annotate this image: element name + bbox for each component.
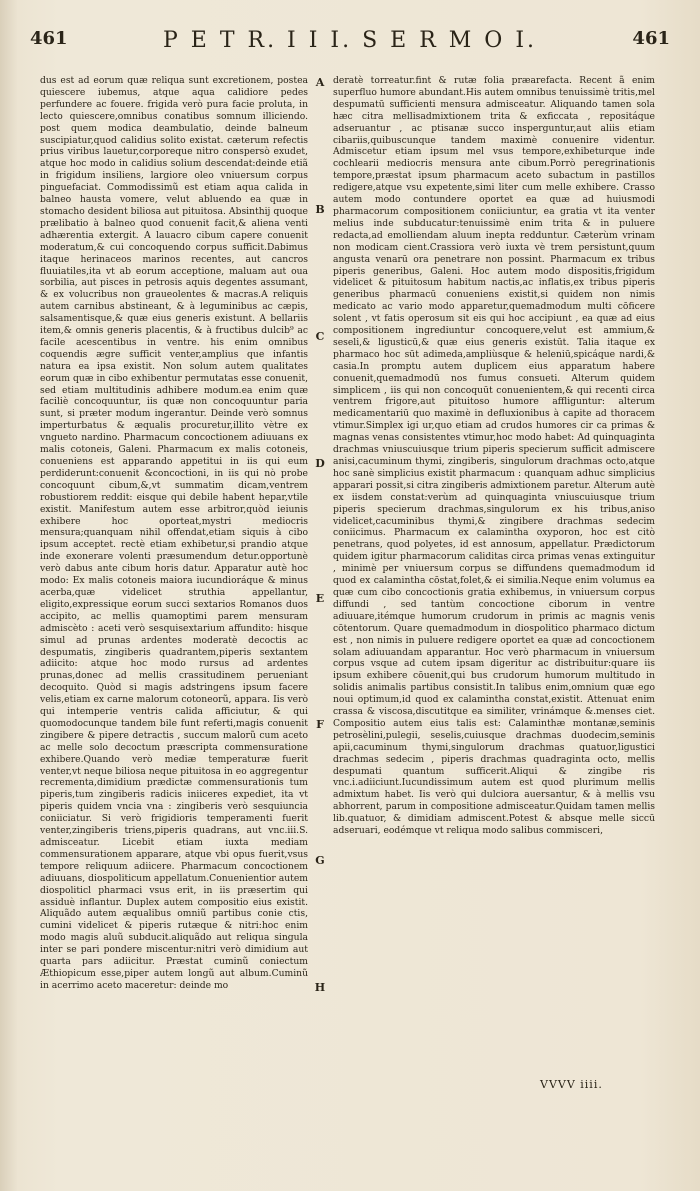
margin-letter-f: F	[316, 718, 324, 731]
margin-letter-h: H	[314, 981, 326, 994]
margin-letter-a: A	[315, 76, 325, 89]
margin-letter-e: E	[315, 592, 325, 605]
margin-letter-d: D	[315, 457, 325, 470]
page-number-left: 461	[30, 28, 68, 49]
page-number-right: 461	[632, 28, 670, 49]
left-column-text: dus est ad eorum quæ reliqua sunt excretionem, postea quiescere iubemus, atque aqua calidiore pedes perfundere ac fouere. frigida verò pura facie proluta, in lecto quiescere,omnibus conatibus somnum illiciendo. post quem modica deambulatio, deinde balneum suscipiatur,quod calidius solito existat. cæterum refectis prius viribus lauetur,corporeque nitro conspersò exudet, atque hoc modo in calidius solium descendat:deinde etiã in frigidum insiliens, largiore oleo vniuersum corpus pinguefaciat. Commodissimũ est etiam aqua calida in balneo hausta vomere, velut abluendo ea quæ in stomacho desident biliosa aut pituitosa. Absinthij quoque prælibatio à balneo quod conuenit facit,& aliena venti adhærentia extergit. A lauacro cibum capere conuenit moderatum,& cui concoquendo corpus sufficit.Dabimus itaque herinaceos marinos recentes, aut cancros fluuiatiles,ita vt ab eorum acceptione, maluam aut oua sorbilia, aut pisces in petrosis aquis degentes assumant, & ex volucribus non graueolentes & macras.A reliquis autem carnibus abstineant, & à leguminibus ac cæpis, salsamentisque,& quæ eius generis existunt. A bellariis item,& omnis generis placentis, & à fructibus dulcib⁹ ac facile acescentibus in ventre. his enim omnibus coquendis ægre sufficit venter,amplius que infantis natura ea ipsa existit. Non solum autem qualitates eorum quæ in cibo exhibentur permutatas esse conuenit, sed etiam multitudinis adhibere modum.ea enim quæ faciliè concoquuntur, iis quæ non concoquuntur paria sunt, si præter modum ingerantur. Deinde verò somnus imperturbatus & æqualis procuretur,illito vètre ex vngueto nardino. Pharmacum concoctionem adiuuans ex malis cotoneis, Galeni. Pharmacum ex malis cotoneis, conueniens est apparando appetitui in iis qui eum perdiderunt:conuenit &concoctioni, in iis qui nò probe concoquunt cibum,&,vt summatim dicam,ventrem robustiorem reddit: eisque qui debile habent hepar,vtile existit. Manifestum autem esse arbitror,quòd ieiunis exhibere hoc oporteat,mystri mediocris mensura;quanquam nihil offendat,etiam siquis à cibo ipsum acceptet. rectè etiam exhibetur,si prandio atque inde exonerare volenti præsumendum detur.opportunè verò dabus ante cibum horis datur. Apparatur autè hoc modo: Ex malis cotoneis maiora iucundioráque & minus acerba,quæ videlicet struthia appellantur, eligito,expressique eorum succi sextarios Romanos duos accipito, ac mellis quamoptimi parem mensuram admiscèto : aceti verò sesquisextarium affundito: hisque simul ad prunas ardentes moderatè decoctis ac despumatis, zingiberis quadrantem,piperis sextantem adiicito: atque hoc modo rursus ad ardentes prunas,donec ad mellis crassitudinem perueniant decoquito. Quòd si magis adstringens ipsum facere velis,etiam ex carne malorum cotoneorũ, appara. Iis verò qui intemperie ventris calida afficiutur, & qui quomodocunque tandem bile funt referti,magis conuenit zingibere & pipere detractis , succum malorũ cum aceto ac melle solo decoctum præscripta commensuratione exhibere.Quando verò mediæ temperaturæ fuerit venter,vt neque biliosa neque pituitosa in eo aggregentur recrementa,dimidium prædictæ commensurationis tum piperis,tum zingiberis radicis iniiceres expediet, ita vt piperis quidem vncia vna : zingiberis verò sesquiuncia coniiciatur. Si verò frigidioris temperamenti fuerit venter,zingiberis triens,piperis quadrans, aut vnc.iii.S. admisceatur. Licebit etiam iuxta mediam commensurationem apparare, atque vbi opus fuerit,vsus tempore reliquum adiicere. Pharmacum concoctionem adiuuans, diospoliticum appellatum.Conuenientior autem diospoliticl pharmaci vsus erit, in iis præsertim qui assiduè inflantur. Duplex autem compositio eius existit. Aliquãdo autem æqualibus omniũ partibus conie ctis, cumini videlicet & piperis rutæque & nitri:hoc enim modo magis aluũ subducit.aliquãdo aut reliqua singula inter se pari pondere miscentur:nitri verò dimidium aut quarta pars adiicitur. Præstat cuminũ coniectum Æthiopicum esse,piper autem longũ aut album.Cuminũ in acerrimo aceto maceretur: deinde mo	[40, 75, 308, 991]
right-column-text: deratè torreatur.fint & rutæ folia præarefacta. Recent ã enim superfluo humore abundant.His autem omnibus tenuissimè tritis,mel despumatū sufficienti mensura admisceatur. Aliquando tamen sola hæc citra mellisadmixtionem trita & exficcata , repositáque adseruantur , ac ptisanæ succo insperguntur,aut aliis etiam cibariis,quibuscunque tandem maximè conuenire videntur. Admiscetur etiam ipsum mel vsus tempore,exhibeturque inde cochlearii mediocris mensura ante cibum.Porrò peregrinationis tempore,præstat ipsum pharmacum aceto subactum in pastillos redigere,atque vsu expetente,simi liter cum melle exhibere. Crasso autem modo contundere oportet ea quæ ad huiusmodi pharmacorum compositionem coniiciuntur, ea gratia vt ita venter melius inde subducatur:tenuissimè enim trita & in puluere redacta,ad emolliendam aluum inepta redduntur. Cæterùm vrinam non modicam cient.Crassiora verò iuxta vè trem persistunt,quum angusta venarū ora penetrare non possint. Pharmacum ex tribus piperis generibus, Galeni. Hoc autem modo dispositis,frigidum videlicet & pituitosum habitum nactis,ac inflatis,ex tribus piperis generibus pharmacū conueniens existit,si quidem non nimis medicato ac vario modo apparetur,quemadmodum multi cōficere solent , vt fatis operosum sit eis qui hoc accipiunt , ea quæ ad eius compositionem ingrediuntur concoquere,velut est ammium,& seseli,& ligusticū,& quæ eius generis existūt. Talia itaque ex pharmaco hoc sūt adimeda,ampliùsque & heleniū,spicáque nardi,& casia.In promptu autem duplicem eius apparatum habere conuenit,quemadmodū nos fumus consueti. Alterum quidem simplicem , iis qui non concoquūt conuenientem,& qui recenti circa ventrem frigore,aut pituitoso humore affliguntur: alterum medicamentariū quo maximè in defluxionibus à capite ad thoracem vtimur.Simplex igi ur,quo etiam ad crudos humores cir ca primas & magnas venas consistentes vtimur,hoc modo habet: Ad quinquaginta drachmas vniuscuiusque trium piperis specierum sufficit admiscere anisi,cacuminum thymi, zingiberis, singulorum drachmas octo,atque hoc sanè simplicius existit pharmacum : quanquam adhuc simplicius apparari possit,si citra zingiberis admixtionem paretur. Alterum autè ex iisdem constat:verùm ad quinquaginta vniuscuiusque trium piperis specierum drachmas,singulorum ex his tribus,aniso videlicet,cacuminibus thymi,& zingibere drachmas sedecim coniicimus. Pharmacum ex calamintha oxyporon, hoc est citò penetrans, quod polyetes, id est annosum, appellatur. Prædictorum quidem igitur pharmacorum caliditas circa primas venas extinguitur , minimè per vniuersum corpus se diffundens quemadmodum id quod ex calamintha cōstat,folet,& ei similia.Neque enim volumus ea quæ cum cibo concoctionis gratia exhibemus, in vniuersum corpus diffundi , sed tantùm concoctione ciborum in ventre adiuuare,itémque humorum crudorum in primis ac magnis venis cōtentorum. Quare quemadmodum in diospolitico pharmaco dictum est , non nimis in puluere redigere oportet ea quæ ad concoctionem solam adiuuandam apparantur. Hoc verò pharmacum in vniuersum corpus vsque ad cutem ipsam digeritur ac distribuitur:quare iis ipsum exhibere cōuenit,qui bus crudorum humorum multitudo in solidis animalis partibus consistit.In talibus enim,omnium quæ ego noui optimum,id quod ex calamintha constat,existit. Attenuat enim crassa & viscosa,discutitque ea similiter, vrinámque &.menses ciet. Compositio autem eius talis est: Calaminthæ montanæ,seminis petrosèlini,pulegii, seselis,cuiusque drachmas duodecim,seminis apii,cacuminum thymi,singulorum drachmas quatuor,ligustici drachmas sedecim , piperis drachmas quadraginta octo, mellis despumati quantum sufficerit.Aliqui & zingibe ris vnc.i.adiiciunt.Iucundissimum autem est quod plurimum mellis admixtum habet. Iis verò qui dulciora auersantur, & à mellis vsu abhorrent, parum in compositione admisceatur.Quidam tamen mellis lib.quatuor, & dimidiam admiscent.Potest & absque melle siccū adseruari, eodémque vt reliqua modo salibus commisceri,	[333, 75, 655, 837]
margin-letter-c: C	[315, 330, 325, 343]
running-title: P E T R. I I I. S E R M O I.	[162, 28, 538, 53]
signature-mark: VVVV iiii.	[540, 1078, 603, 1091]
margin-letter-b: B	[315, 203, 325, 216]
page-header	[30, 28, 670, 68]
margin-letter-g: G	[315, 854, 325, 867]
